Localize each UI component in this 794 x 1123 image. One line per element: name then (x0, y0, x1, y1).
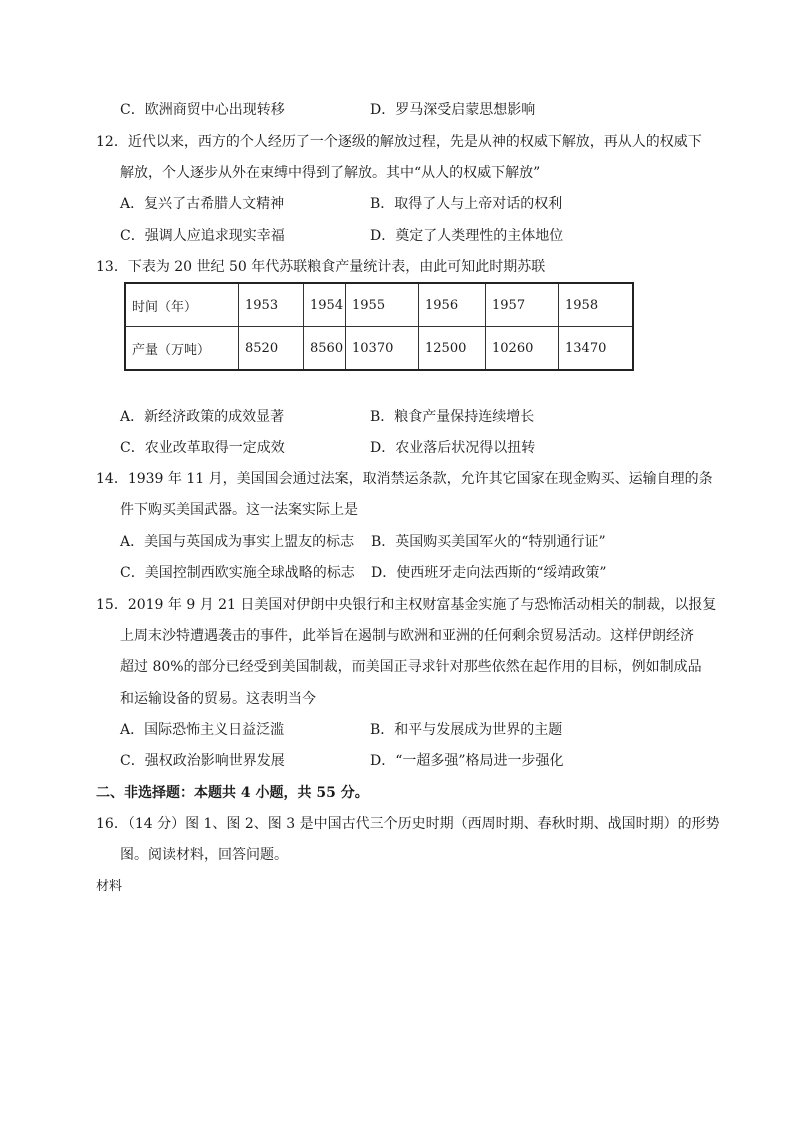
q11-option-c: C．欧洲商贸中心出现转移 (120, 102, 285, 118)
q12-option-c: C．强调人应追求现实幸福 (120, 228, 285, 244)
q15-option-d: D．“一超多强”格局进一步强化 (370, 753, 564, 769)
table-cell-year: 1956 (419, 283, 486, 327)
table-cell-value: 12500 (419, 327, 486, 371)
table-cell-year: 1958 (559, 283, 634, 327)
table-row-label: 产量（万吨） (125, 327, 239, 371)
q16-stem-line-2: 图。阅读材料，回答问题。 (120, 847, 288, 863)
q11-option-d: D．罗马深受启蒙思想影响 (370, 102, 536, 118)
q13-option-d: D．农业落后状况得以扭转 (370, 440, 536, 456)
q13-option-c: C．农业改革取得一定成效 (120, 440, 285, 456)
table-cell-year: 1955 (346, 283, 419, 327)
q15-stem-line-3: 超过 80%的部分已经受到美国制裁，而美国正寻求针对那些依然在起作用的目标，例如制成品 (120, 659, 702, 675)
material-label: 材料 (96, 879, 123, 894)
table-cell-value: 8520 (239, 327, 304, 371)
table-cell-value: 13470 (559, 327, 634, 371)
q14-option-d: D．使西班牙走向法西斯的“绥靖政策” (371, 565, 607, 581)
q15-stem-line-2: 上周末沙特遭遇袭击的事件，此举旨在遏制与欧洲和亚洲的任何剩余贸易活动。这样伊朗经济 (120, 628, 694, 644)
q13-stem: 13．下表为 20 世纪 50 年代苏联粮食产量统计表，由此可知此时期苏联 (96, 259, 546, 275)
q14-option-b: B．英国购买美国军火的“特别通行证” (371, 534, 606, 550)
q12-option-b: B．取得了人与上帝对话的权利 (370, 196, 563, 212)
q15-stem-line-4: 和运输设备的贸易。这表明当今 (120, 691, 316, 707)
table-cell-year: 1953 (239, 283, 304, 327)
q12-option-a: A．复兴了古希腊人文精神 (120, 196, 285, 212)
q13-option-b: B．粮食产量保持连续增长 (370, 409, 535, 425)
table-cell-value: 10370 (346, 327, 419, 371)
grain-output-table (124, 282, 634, 371)
q12-stem-line-2: 解放，个人逐步从外在束缚中得到了解放。其中“从人的权威下解放” (120, 165, 541, 181)
q16-stem-line-1: 16．（14 分）图 1、图 2、图 3 是中国古代三个历史时期（西周时期、春秋时期、战国时期）的形势 (96, 816, 720, 832)
table-cell-year: 1954 (304, 283, 346, 327)
table-row-output (125, 327, 633, 371)
q15-option-a: A．国际恐怖主义日益泛滥 (120, 722, 285, 738)
table-cell-value: 10260 (486, 327, 559, 371)
q14-stem-line-1: 14．1939 年 11 月，美国国会通过法案，取消禁运条款，允许其它国家在现金购买、运输自理的条 (96, 471, 713, 487)
q12-option-d: D．奠定了人类理性的主体地位 (370, 228, 564, 244)
q15-option-c: C．强权政治影响世界发展 (120, 753, 285, 769)
q14-stem-line-2: 件下购买美国武器。这一法案实际上是 (120, 502, 358, 518)
q15-option-b: B．和平与发展成为世界的主题 (370, 722, 563, 738)
q12-stem-line-1: 12．近代以来，西方的个人经历了一个逐级的解放过程，先是从神的权威下解放，再从人的权威下 (96, 134, 702, 150)
q13-option-a: A．新经济政策的成效显著 (120, 409, 285, 425)
q14-option-a: A．美国与英国成为事实上盟友的标志 (120, 534, 355, 550)
table-cell-value: 8560 (304, 327, 346, 371)
table-header-label: 时间（年） (125, 283, 239, 327)
table-cell-year: 1957 (486, 283, 559, 327)
q14-option-c: C．美国控制西欧实施全球战略的标志 (120, 565, 355, 581)
table-row-years (125, 283, 633, 327)
q15-stem-line-1: 15．2019 年 9 月 21 日美国对伊朗中央银行和主权财富基金实施了与恐怖活动相关的制裁，以报复 (96, 597, 717, 613)
section-heading: 二、非选择题：本题共 4 小题，共 55 分。 (96, 785, 369, 801)
